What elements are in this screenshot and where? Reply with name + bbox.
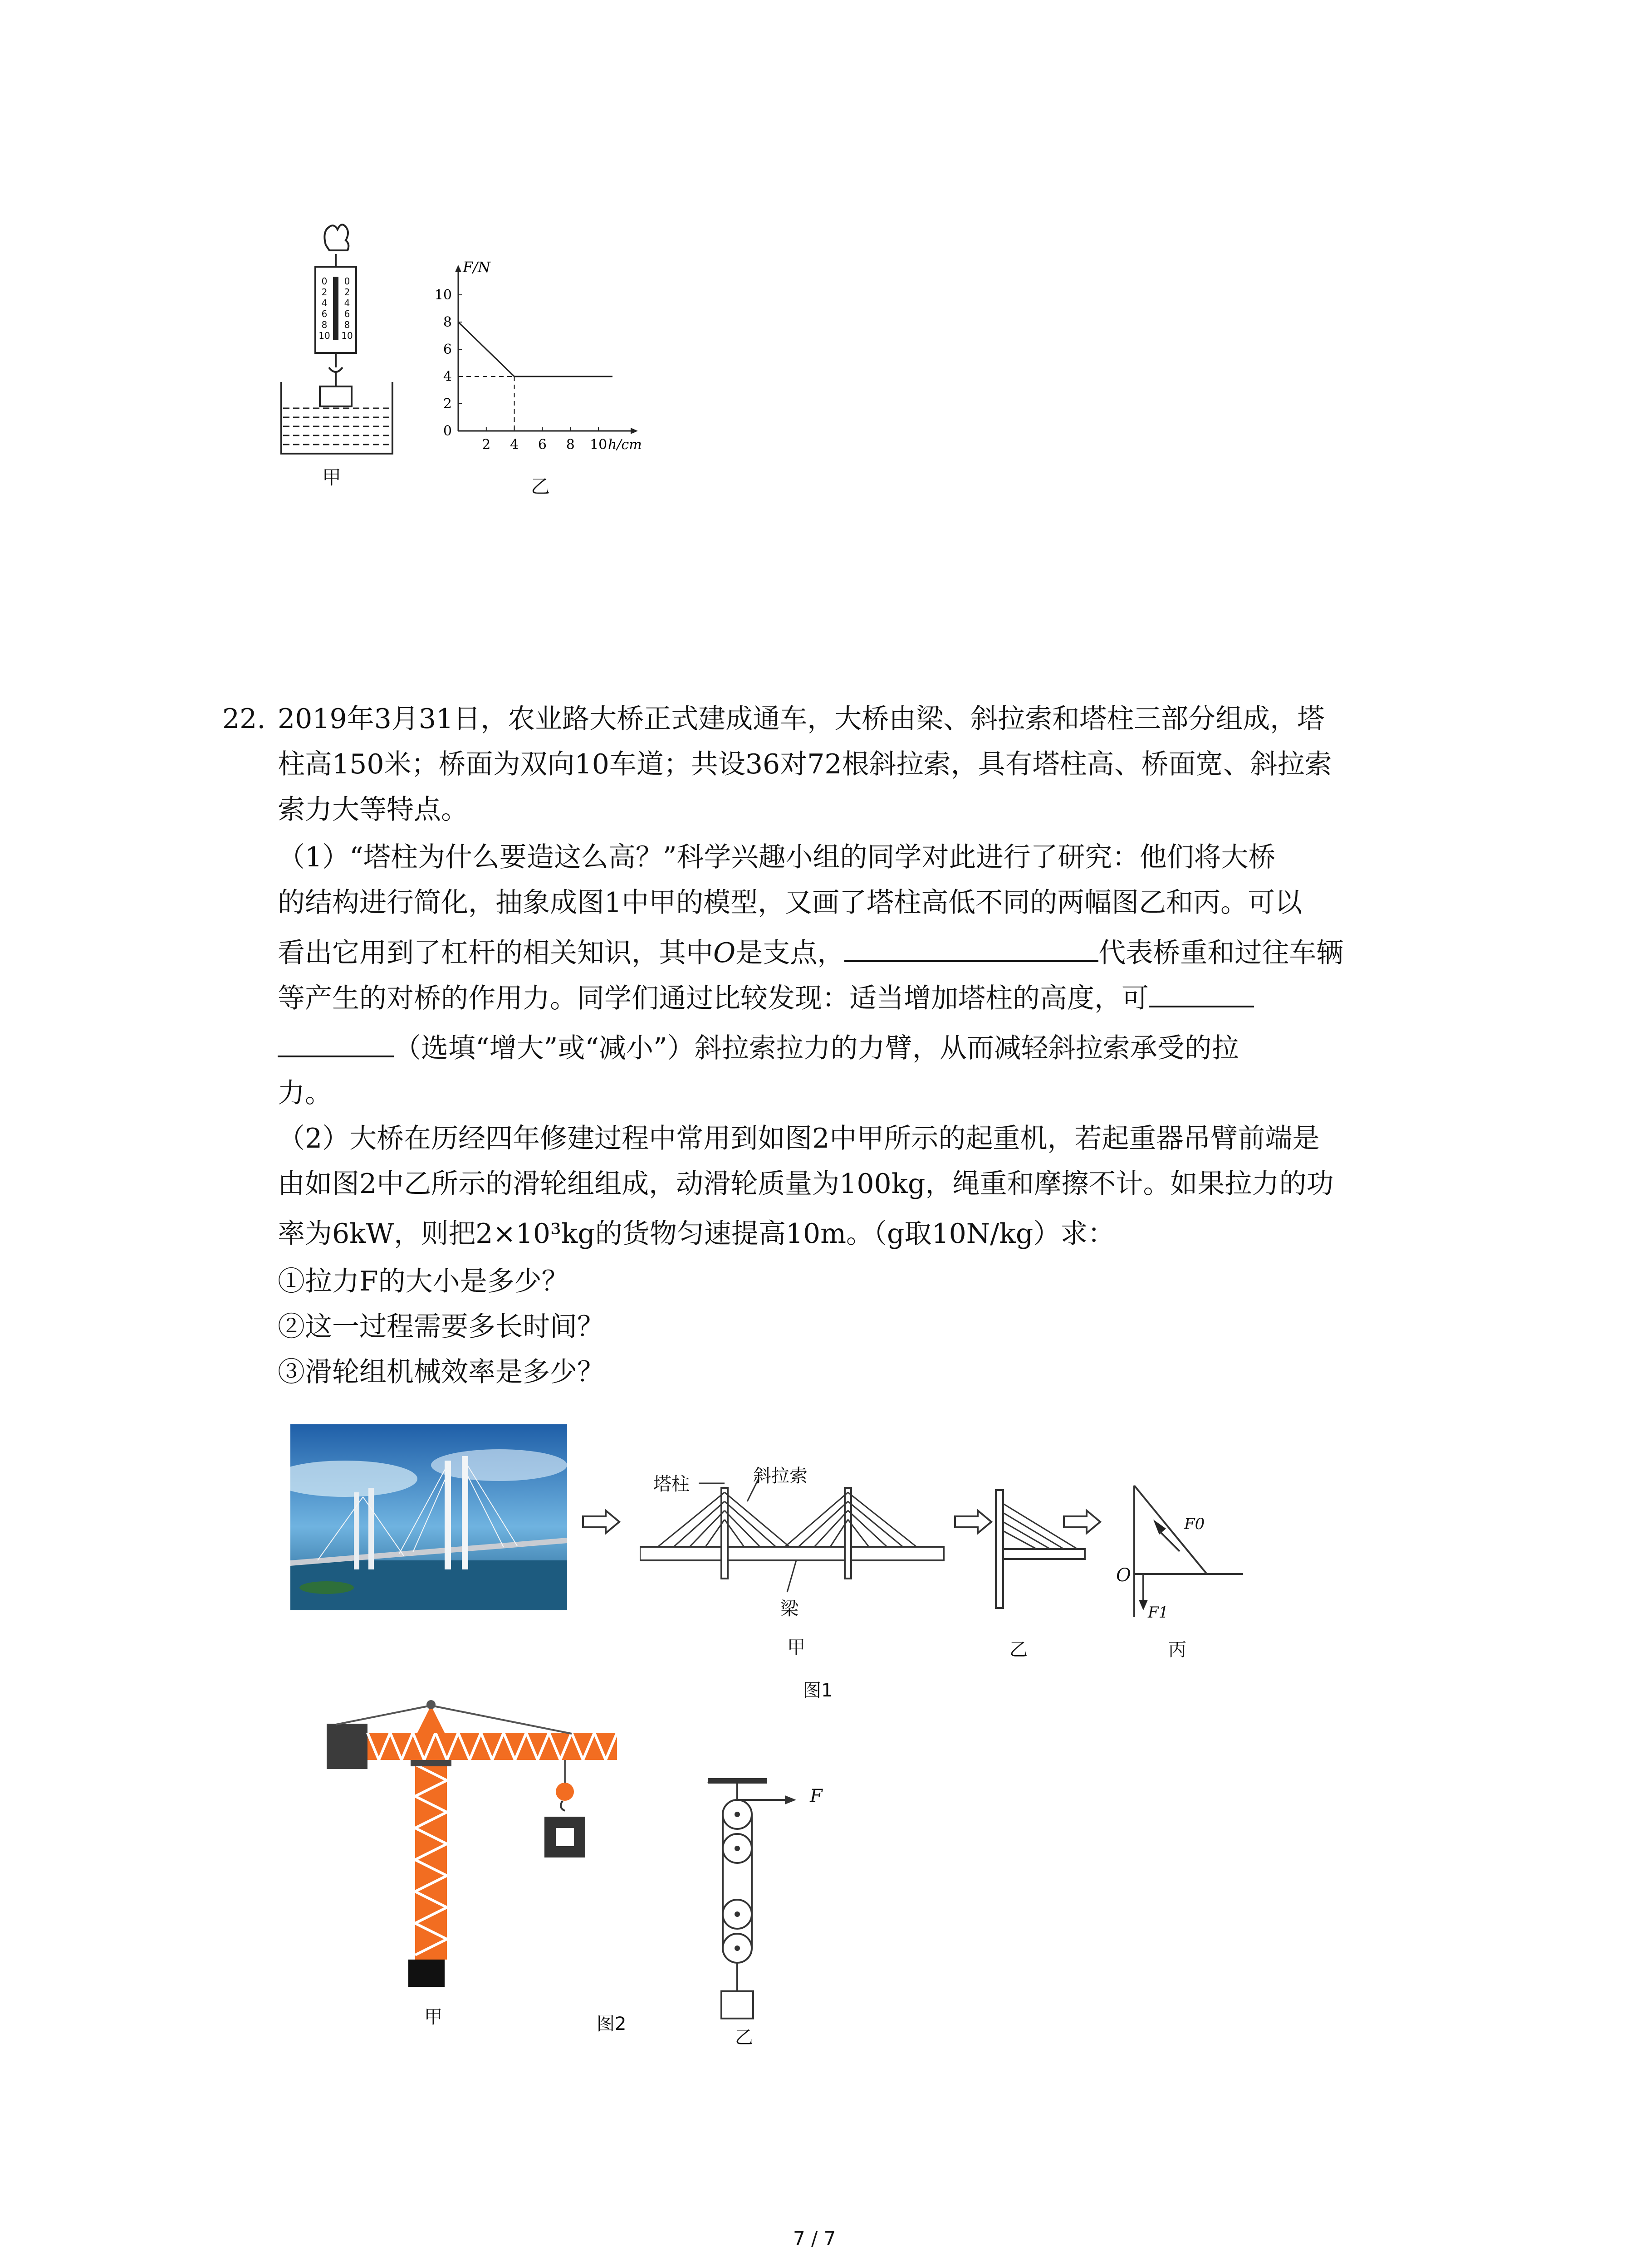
part1-line-6: 力。 xyxy=(278,1077,332,1109)
figure-2 xyxy=(318,1696,862,2050)
scale-tick: 6 xyxy=(321,308,328,319)
figure-2-title: 图2 xyxy=(597,2014,627,2034)
answer-blank-1[interactable] xyxy=(844,937,1098,962)
x-tick-label: 6 xyxy=(538,437,547,453)
scale-ticks-right xyxy=(341,276,353,341)
question-number: 22. xyxy=(222,703,266,735)
part1-line-4 xyxy=(278,982,1254,1012)
x-tick-label: 8 xyxy=(566,437,575,453)
y-axis-label: F/N xyxy=(463,259,490,276)
label-f0: F0 xyxy=(1184,1515,1205,1533)
part1-line-1: （1）“塔柱为什么要造这么高？”科学兴趣小组的同学对此进行了研究：他们将大桥 xyxy=(278,841,1276,873)
scale-tick: 0 xyxy=(321,276,328,287)
scale-tick: 4 xyxy=(344,298,350,308)
figure-1 xyxy=(290,1411,1252,1701)
caption-yi-top: 乙 xyxy=(531,475,550,498)
part1-line-5 xyxy=(278,1032,1239,1062)
part2-line-1: （2）大桥在历经四年修建过程中常用到如图2中甲所示的起重机，若起重器吊臂前端是 xyxy=(278,1123,1320,1154)
answer-blank-2a[interactable] xyxy=(1149,982,1254,1007)
hanging-block xyxy=(320,386,352,406)
arrow-right-icon xyxy=(1062,1508,1102,1535)
part2-question-2: ②这一过程需要多长时间？ xyxy=(278,1311,604,1343)
intro-line-3: 索力大等特点。 xyxy=(278,794,468,826)
scale-tick: 0 xyxy=(344,276,350,287)
figure-1-title: 图1 xyxy=(803,1680,833,1701)
part1-line-2: 的结构进行简化，抽象成图1中甲的模型，又画了塔柱高低不同的两幅图乙和丙。可以 xyxy=(278,887,1303,919)
x-axis-label: h/cm xyxy=(608,437,642,453)
caption-jia-fig1: 甲 xyxy=(787,1637,805,1658)
y-tick-label: 10 xyxy=(434,287,452,303)
bridge-model-yi xyxy=(991,1486,1091,1622)
label-cable: 斜拉索 xyxy=(753,1466,808,1486)
scale-tick: 8 xyxy=(321,319,328,330)
label-tower: 塔柱 xyxy=(653,1474,690,1495)
bridge-photo xyxy=(290,1424,567,1610)
label-f-fig2: F xyxy=(810,1786,823,1807)
scale-tick: 10 xyxy=(318,330,330,341)
part1-line-3c: 代表桥重和过往车辆 xyxy=(1098,937,1344,969)
x-axis-arrow xyxy=(631,428,638,434)
caption-jia-fig2: 甲 xyxy=(424,2007,442,2028)
caption-bing-fig1: 丙 xyxy=(1168,1639,1186,1660)
part1-line-5-text: （选填“增大”或“减小”）斜拉索拉力的力臂，从而减轻斜拉索承受的拉 xyxy=(394,1032,1239,1064)
arrow-right-icon xyxy=(581,1508,622,1535)
y-axis-arrow xyxy=(455,265,461,272)
figure-top xyxy=(272,218,662,508)
label-o: O xyxy=(1116,1565,1131,1586)
part1-line-3b: 是支点， xyxy=(735,937,845,969)
answer-blank-2b[interactable] xyxy=(278,1032,394,1057)
scale-tick: 10 xyxy=(341,330,353,341)
x-tick-label: 4 xyxy=(510,437,519,453)
lever-model-bing xyxy=(1116,1481,1252,1635)
spring-scale-diagram xyxy=(272,218,408,472)
y-tick-label: 4 xyxy=(443,369,452,385)
x-tick-label: 2 xyxy=(482,437,491,453)
caption-jia-top: 甲 xyxy=(322,466,342,489)
intro-line-1: 2019年3月31日，农业路大桥正式建成通车，大桥由梁、斜拉索和塔柱三部分组成，塔 xyxy=(278,703,1325,735)
bridge-model-jia xyxy=(640,1470,948,1651)
part2-line-2: 由如图2中乙所示的滑轮组组成，动滑轮质量为100kg，绳重和摩擦不计。如果拉力的功 xyxy=(278,1168,1334,1200)
part1-line-3 xyxy=(278,937,1343,967)
y-tick-label: 0 xyxy=(443,423,452,439)
y-tick-label: 6 xyxy=(443,342,452,357)
x-tick-label: 10 xyxy=(589,437,607,453)
arrow-right-icon xyxy=(953,1508,994,1535)
part2-question-1: ①拉力F的大小是多少？ xyxy=(278,1266,569,1297)
label-f1: F1 xyxy=(1148,1603,1169,1622)
series-line xyxy=(458,322,612,376)
hand-icon xyxy=(324,225,348,250)
part2-question-3: ③滑轮组机械效率是多少？ xyxy=(278,1356,604,1388)
scale-ticks-left xyxy=(318,276,330,341)
scale-tick: 2 xyxy=(344,287,350,298)
page-number: 7 / 7 xyxy=(793,2227,836,2249)
tower-crane xyxy=(318,1696,626,2005)
pulley-system xyxy=(699,1778,835,2041)
part2-line-3: 率为6kW，则把2×10³kg的货物匀速提高10m。（g取10N/kg）求： xyxy=(278,1218,1115,1250)
caption-yi-fig1: 乙 xyxy=(1009,1639,1028,1660)
pivot-o: O xyxy=(713,937,736,969)
scale-tick: 4 xyxy=(321,298,328,308)
y-tick-label: 2 xyxy=(443,396,452,412)
y-tick-label: 8 xyxy=(443,314,452,330)
scale-tick: 6 xyxy=(344,308,350,319)
label-beam: 梁 xyxy=(780,1598,798,1619)
f-h-chart xyxy=(426,218,662,472)
part1-line-3a: 看出它用到了杠杆的相关知识，其中 xyxy=(278,937,713,969)
caption-yi-fig2: 乙 xyxy=(735,2027,753,2048)
scale-tick: 8 xyxy=(344,319,350,330)
intro-line-2: 柱高150米；桥面为双向10车道；共设36对72根斜拉索，具有塔柱高、桥面宽、斜拉索 xyxy=(278,748,1332,780)
scale-tick: 2 xyxy=(321,287,328,298)
part1-line-4-text: 等产生的对桥的作用力。同学们通过比较发现：适当增加塔柱的高度，可 xyxy=(278,982,1149,1014)
